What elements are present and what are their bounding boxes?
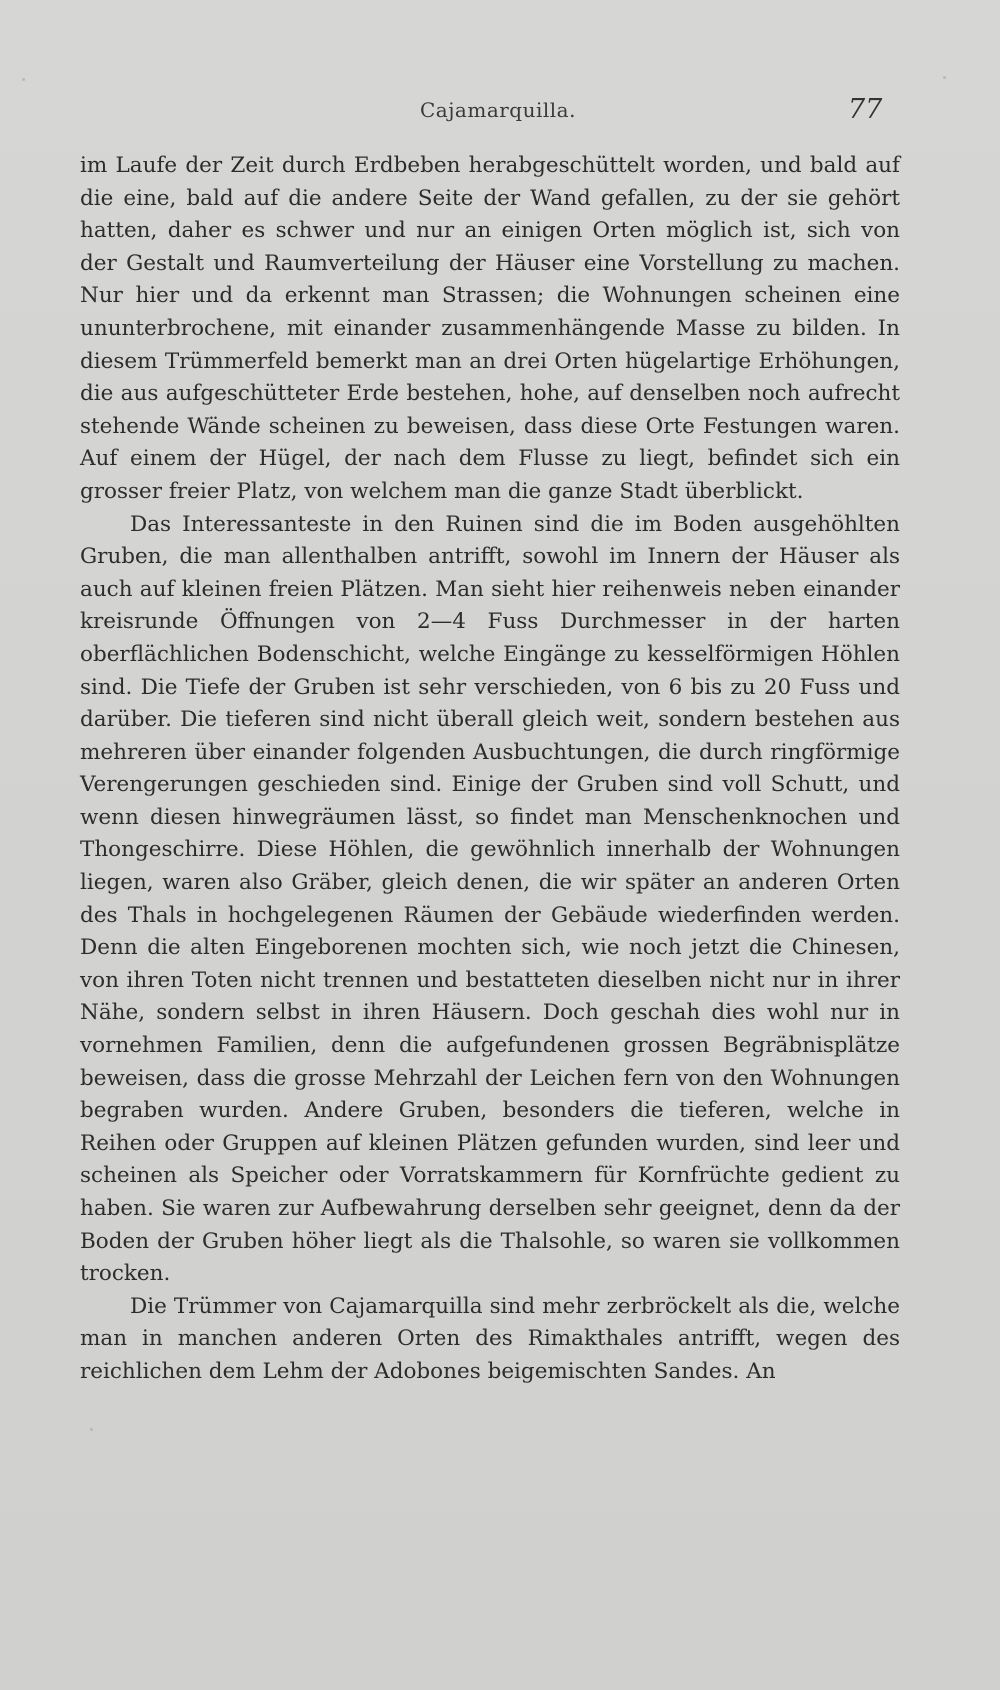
paper-speck — [22, 78, 25, 81]
paragraph: Die Trümmer von Cajamarquilla sind mehr zerbröckelt als die, welche man in manchen anderen Orten des Rimakthales antrifft, wegen des reichlichen dem Lehm der Adobones beigemischten Sandes. An — [80, 1293, 900, 1384]
paragraph: Das Interessanteste in den Ruinen sind die im Boden ausgehöhlten Gruben, die man allenthalben antrifft, sowohl im Innern der Häuser als auch auf kleinen freien Plätzen. Man sieht hier reihenweis neben einander kreisrunde Öffnungen von 2—4 Fuss Durchmesser in der harten oberflächlichen Bodenschicht, welche Eingänge zu kesselförmigen Höhlen sind. Die Tiefe der Gruben ist sehr verschieden, von 6 bis zu 20 Fuss und darüber. Die tieferen sind nicht überall gleich weit, sondern bestehen aus mehreren über einander folgenden Ausbuchtungen, die durch ringförmige Verengerungen geschieden sind. Einige der Gruben sind voll Schutt, und wenn diesen hinwegräumen lässt, so findet man Menschenknochen und Thongeschirre. Diese Höhlen, die gewöhnlich innerhalb der Wohnungen liegen, waren also Gräber, gleich denen, die wir später an anderen Orten des Thals in hochgelegenen Räumen der Gebäude wiederfinden werden. Denn die alten Eingeborenen mochten sich, wie noch jetzt die Chinesen, von ihren Toten nicht trennen und bestatteten dieselben nicht nur in ihrer Nähe, sondern selbst in ihren Häusern. Doch geschah dies wohl nur in vornehmen Familien, denn die aufgefundenen grossen Begräbnisplätze beweisen, dass die grosse Mehrzahl der Leichen fern von den Wohnungen begraben wurden. Andere Gruben, besonders die tieferen, welche in Reihen oder Gruppen auf kleinen Plätzen gefunden wurden, sind leer und scheinen als Speicher oder Vorratskammern für Kornfrüchte gedient zu haben. Sie waren zur Aufbewahrung derselben sehr geeignet, denn da der Boden der Gruben höher liegt als die Thalsohle, so waren sie vollkommen trocken. — [80, 511, 900, 1287]
body-text — [80, 150, 900, 1389]
page-number: 77 — [848, 94, 883, 125]
paper-speck — [90, 1428, 93, 1431]
paper-speck — [943, 76, 946, 79]
running-head: Cajamarquilla. — [420, 98, 576, 122]
page-header — [0, 94, 1000, 134]
paragraph: im Laufe der Zeit durch Erdbeben herabgeschüttelt worden, und bald auf die eine, bald auf die andere Seite der Wand gefallen, zu der sie gehört hatten, daher es schwer und nur an einigen Orten möglich ist, sich von der Gestalt und Raumverteilung der Häuser eine Vorstellung zu machen. Nur hier und da erkennt man Strassen; die Wohnungen scheinen eine ununterbrochene, mit einander zusammenhängende Masse zu bilden. In diesem Trümmerfeld bemerkt man an drei Orten hügelartige Erhöhungen, die aus aufgeschütteter Erde bestehen, hohe, auf denselben noch aufrecht stehende Wände scheinen zu beweisen, dass diese Orte Festungen waren. Auf einem der Hügel, der nach dem Flusse zu liegt, befindet sich ein grosser freier Platz, von welchem man die ganze Stadt überblickt. — [80, 153, 900, 504]
